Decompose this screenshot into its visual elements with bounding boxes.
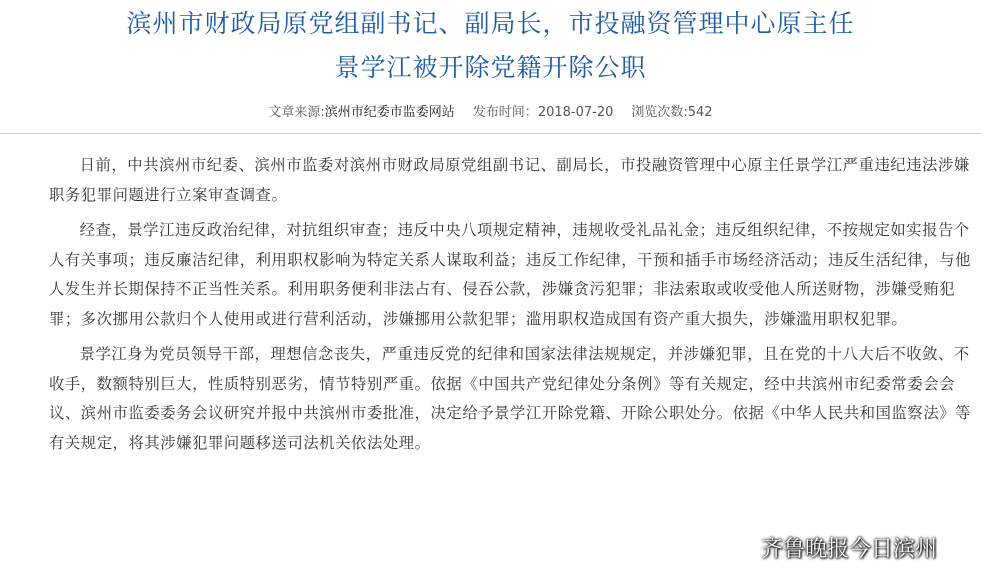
- article-body: [49, 151, 979, 464]
- article-title-line-2: 景学江被开除党籍开除公职: [334, 53, 647, 82]
- article-paragraph: 经查，景学江违反政治纪律，对抗组织审查；违反中央八项规定精神，违规收受礼品礼金；违反组织纪律，不按规定如实报告个人有关事项；违反廉洁纪律，利用职权影响为特定关系人谋取利益；违反工作纪律，干预和插手市场经济活动；违反生活纪律，与他人发生并长期保持不正当性关系。利用职务便利非法占有、侵吞公款，涉嫌贪污犯罪；非法索取或收受他人所送财物，涉嫌受贿犯罪；多次挪用公款归个人使用或进行营利活动，涉嫌挪用公款犯罪；滥用职权造成国有资产重大损失，涉嫌滥用职权犯罪。: [49, 221, 972, 328]
- watermark-text: 齐鲁晚报今日滨州: [761, 536, 938, 562]
- publish-date-value: 2018-07-20: [537, 105, 614, 120]
- view-count-value: 542: [687, 105, 713, 120]
- article-paragraph: 日前，中共滨州市纪委、滨州市监委对滨州市财政局原党组副书记、副局长，市投融资管理中心原主任景学江严重违纪违法涉嫌职务犯罪问题进行立案审查调查。: [49, 156, 970, 204]
- source-value: 滨州市纪委市监委网站: [324, 105, 455, 120]
- wechat-logo-icon: [727, 533, 755, 561]
- view-count-label: 浏览次数:: [631, 105, 688, 120]
- article-paragraph: 景学江身为党员领导干部，理想信念丧失，严重违反党的纪律和国家法律法规规定，并涉嫌犯罪，且在党的十八大后不收敛、不收手，数额特别巨大，性质特别恶劣，情节特别严重。依据《中国共产党纪律处分条例》等有关规定，经中共滨州市纪委常委会会议、滨州市监委委务会议研究并报中共滨州市委批准，决定给予景学江开除党籍、开除公职处分。依据《中华人民共和国监察法》等有关规定，将其涉嫌犯罪问题移送司法机关依法处理。: [49, 345, 972, 452]
- meta-divider: [0, 133, 981, 134]
- article-title-line-1: 滨州市财政局原党组副书记、副局长，市投融资管理中心原主任: [126, 9, 855, 38]
- publish-date-label: 发布时间：: [472, 105, 538, 120]
- source-label: 文章来源:: [268, 105, 325, 120]
- article-meta: [0, 101, 981, 120]
- watermark: [727, 530, 937, 564]
